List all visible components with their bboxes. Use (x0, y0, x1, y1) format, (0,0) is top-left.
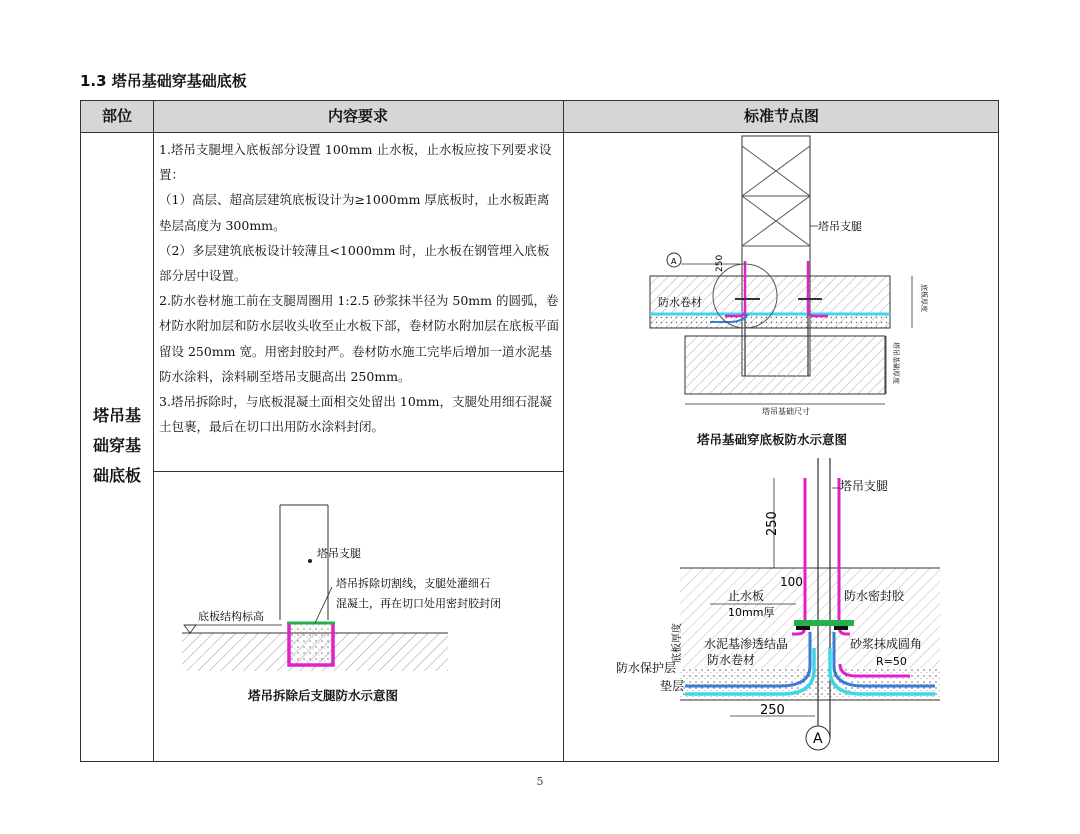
page-number: 5 (536, 775, 544, 788)
lattice (742, 146, 810, 246)
header-diagram: 标准节点图 (743, 107, 819, 125)
detail-membrane-label: 防水卷材 (707, 653, 756, 667)
header-part: 部位 (101, 107, 132, 125)
column-divider (153, 101, 154, 761)
leg-label: 塔吊支腿 (317, 547, 361, 560)
header-content: 内容要求 (327, 107, 388, 125)
detail-dim-250-bottom: 250 (760, 703, 785, 718)
foundation-size-label: 塔吊基础尺寸 (762, 407, 810, 416)
overview-foundation-thk: 塔吊基础厚度 (892, 342, 900, 384)
radius-label: R=50 (876, 655, 907, 668)
requirement-item: 2.防水卷材施工前在支腿周圈用 1:2.5 砂浆抹半径为 50mm 的圆弧，卷材防水附加层和防水层收头收至止水板下部，卷材防水附加层在底板平面留设 250mm 宽。用密封胶封严。卷材防水施工完毕后增加一道水泥基防水涂料，涂料刷至塔吊支腿高出 250mm。 (159, 293, 560, 384)
requirement-item: 1.塔吊支腿埋入底板部分设置 100mm 止水板，止水板应按下列要求设置： (159, 142, 552, 183)
requirement-item: （2）多层建筑底板设计较薄且<1000mm 时，止水板在钢管埋入底板部分居中设置。 (159, 242, 550, 284)
mortar-fillet-label: 砂浆抹成圆角 (850, 637, 923, 651)
row-divider (153, 471, 563, 472)
water-stop-thk-label: 10mm厚 (728, 606, 775, 619)
cut-line-label: 塔吊拆除切割线，支腿处灌细石 (336, 577, 490, 590)
sealant-label: 防水密封胶 (844, 589, 905, 603)
detail-dim-250-top: 250 (765, 511, 780, 536)
requirement-item: （1）高层、超高层建筑底板设计为≥1000mm 厚底板时，止水板距离垫层高度为 300mm。 (159, 192, 550, 233)
overview-marker: A (671, 257, 677, 266)
overview-membrane-label: 防水卷材 (658, 296, 702, 309)
detail-dim-100: 100 (780, 575, 803, 589)
cut-line-label-2: 混凝土，再在切口处用密封胶封闭 (336, 597, 501, 610)
detail-diagram (610, 458, 950, 758)
cushion-label: 垫层 (660, 679, 685, 693)
column-divider (563, 101, 564, 761)
part-label-line: 塔吊基 (92, 406, 141, 425)
table-header (81, 101, 998, 133)
part-label-line: 础穿基 (92, 436, 141, 455)
requirements-text (159, 137, 561, 439)
section-title: 1.3 塔吊基础穿基础底板 (80, 72, 247, 90)
requirement-item: 3.塔吊拆除时，与底板混凝土面相交处留出 10mm，支腿处用细石混凝土包裹，最后在切口出用防水涂料封闭。 (159, 394, 553, 435)
water-stop-label: 止水板 (728, 589, 765, 603)
overview-leg-label: 塔吊支腿 (818, 220, 862, 233)
detail-slab-thk: 底板厚度 (672, 623, 683, 663)
tower-foundation (685, 336, 885, 394)
detail-leg-label: 塔吊支腿 (840, 479, 889, 493)
overview-dim-250: 250 (715, 254, 725, 272)
part-label-line: 础底板 (92, 466, 141, 485)
removal-diagram (170, 495, 501, 675)
removal-caption: 塔吊拆除后支腿防水示意图 (248, 688, 399, 703)
overview-diagram (650, 136, 950, 416)
cement-coating-label: 水泥基渗透结晶 (704, 637, 789, 651)
overview-slab-thk: 底板厚度 (920, 284, 928, 312)
water-stop-plate (794, 620, 854, 626)
slab-level-label: 底板结构标高 (198, 610, 264, 623)
fine-concrete-fill (289, 623, 331, 665)
overview-caption: 塔吊基础穿底板防水示意图 (697, 432, 848, 447)
part-label (81, 401, 153, 491)
protect-layer-label: 防水保护层 (616, 661, 677, 675)
detail-marker-label: A (813, 731, 823, 747)
